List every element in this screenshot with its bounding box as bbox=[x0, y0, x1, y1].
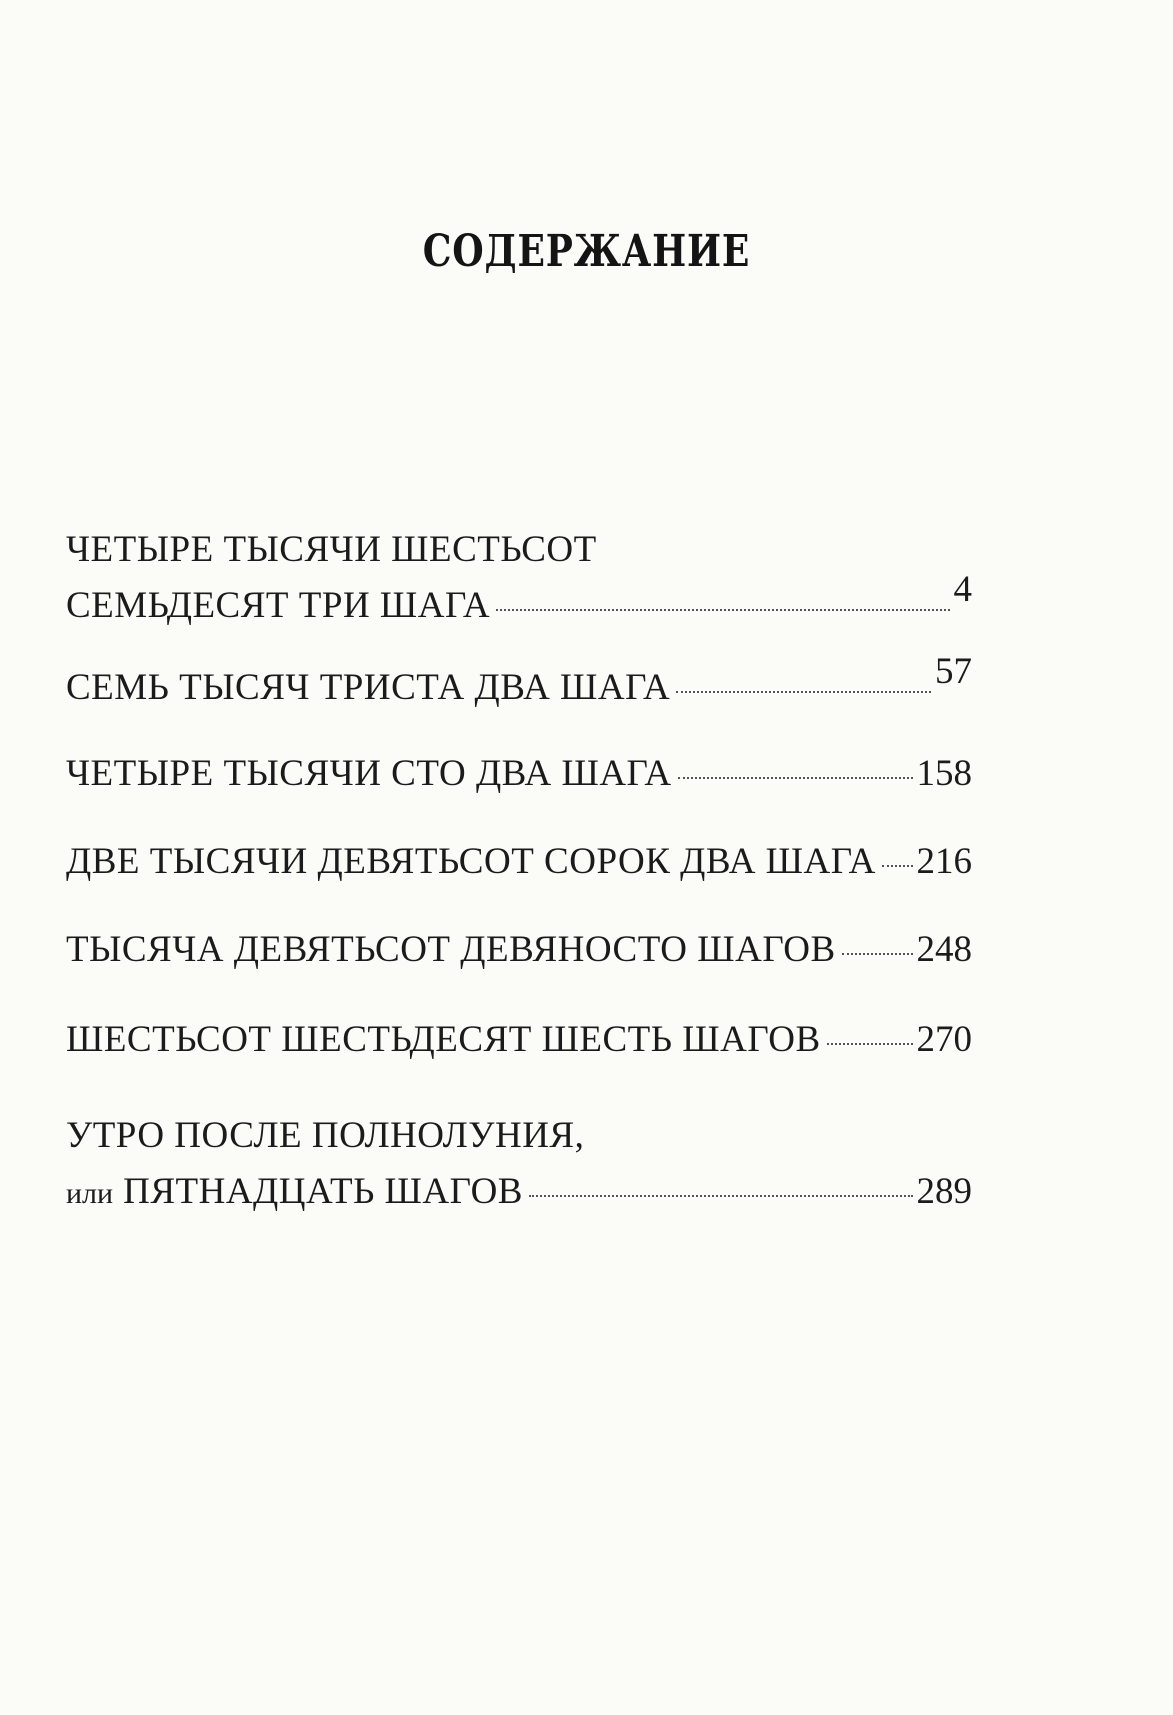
toc-entry-4[interactable] bbox=[66, 834, 972, 890]
toc-entry-title-line1: ЧЕТЫРЕ ТЫСЯЧИ ШЕСТЬСОТ bbox=[66, 529, 597, 570]
toc-entry-5[interactable] bbox=[66, 922, 972, 978]
toc-entry-title-line1: УТРО ПОСЛЕ ПОЛНОЛУНИЯ, bbox=[66, 1115, 585, 1156]
toc-entry-first-line bbox=[66, 1108, 972, 1164]
toc-entry-second-line bbox=[66, 1164, 972, 1222]
toc-page-number: 216 bbox=[916, 841, 972, 882]
toc-entry-1[interactable] bbox=[66, 522, 972, 634]
toc-entry-3[interactable] bbox=[66, 746, 972, 802]
toc-entry-2[interactable] bbox=[66, 651, 972, 716]
toc-page-number: 270 bbox=[916, 1019, 972, 1060]
dot-leader bbox=[529, 1195, 913, 1197]
toc-entry-line bbox=[66, 834, 972, 890]
dot-leader bbox=[678, 777, 913, 779]
toc-entry-first-line bbox=[66, 522, 972, 578]
toc-entry-title: ТЫСЯЧА ДЕВЯТЬСОТ ДЕВЯНОСТО ШАГОВ bbox=[66, 929, 836, 970]
toc-entry-title: ЧЕТЫРЕ ТЫСЯЧИ СТО ДВА ШАГА bbox=[66, 753, 672, 794]
page-title: СОДЕРЖАНИЕ bbox=[422, 226, 751, 277]
toc-entry-title: СЕМЬ ТЫСЯЧ ТРИСТА ДВА ШАГА bbox=[66, 667, 671, 708]
toc-page-number: 57 bbox=[935, 651, 972, 692]
toc-entry-second-line bbox=[66, 569, 972, 634]
toc-entry-line bbox=[66, 1012, 972, 1068]
dot-leader bbox=[842, 953, 913, 955]
toc-page-number: 248 bbox=[916, 929, 972, 970]
dot-leader bbox=[882, 865, 913, 867]
dot-leader bbox=[827, 1043, 913, 1045]
toc-entry-title: ПЯТНАДЦАТЬ ШАГОВ bbox=[123, 1171, 523, 1212]
toc-entry-line bbox=[66, 922, 972, 978]
toc-page-number: 4 bbox=[953, 569, 972, 610]
toc-entry-title: ШЕСТЬСОТ ШЕСТЬДЕСЯТ ШЕСТЬ ШАГОВ bbox=[66, 1019, 821, 1060]
toc-entry-7[interactable] bbox=[66, 1108, 972, 1222]
toc-page-number: 158 bbox=[916, 753, 972, 794]
dot-leader bbox=[676, 691, 931, 693]
toc-entry-title: ДВЕ ТЫСЯЧИ ДЕВЯТЬСОТ СОРОК ДВА ШАГА bbox=[66, 841, 876, 882]
toc-entry-6[interactable] bbox=[66, 1012, 972, 1068]
toc-entry-line bbox=[66, 651, 972, 716]
toc-entry-prefix: или bbox=[66, 1177, 114, 1210]
toc-entry-title: СЕМЬДЕСЯТ ТРИ ШАГА bbox=[66, 585, 491, 626]
dot-leader bbox=[496, 609, 949, 611]
toc-entry-line bbox=[66, 746, 972, 802]
toc-page-number: 289 bbox=[916, 1171, 972, 1212]
